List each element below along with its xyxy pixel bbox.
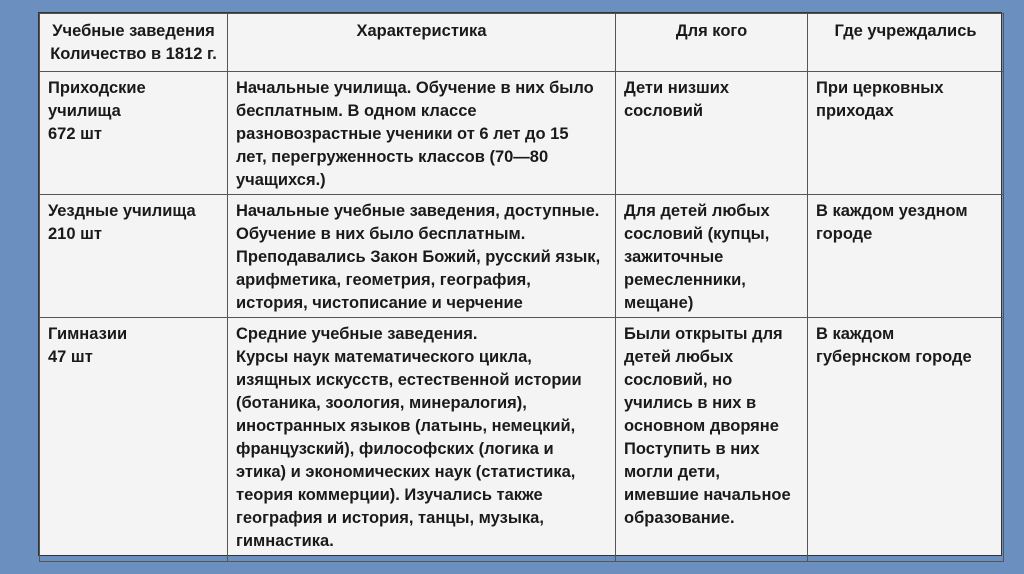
cell-where-established [808,72,1004,195]
cell-line: детей любых [624,348,734,366]
cell-line: этика) и экономических наук (статистика, [236,463,576,481]
cell-characteristic [228,195,616,318]
table-row [40,72,1004,195]
cell-line: Гимназии [48,325,128,343]
cell-line: зажиточные [624,248,724,266]
cell-line: изящных искусств, естественной истории [236,371,582,389]
cell-for-whom [616,318,808,562]
cell-line: (ботаника, зоология, минералогия), [236,394,527,412]
cell-institution [40,72,228,195]
cell-line: лет, перегруженность классов (70—80 [236,148,549,166]
cell-line: учащихся.) [236,171,326,189]
cell-line: география и история, танцы, музыка, [236,509,544,527]
cell-line: приходах [816,102,894,120]
cell-line: Обучение в них было бесплатным. [236,225,526,243]
header-line: Учебные заведения [52,22,215,40]
cell-line: 210 шт [48,225,102,243]
cell-line: Для детей любых [624,202,770,220]
cell-line: бесплатным. В одном классе [236,102,477,120]
cell-line: городе [816,225,873,243]
header-row [40,14,1004,72]
cell-line: В каждом [816,325,895,343]
cell-for-whom [616,195,808,318]
cell-characteristic [228,72,616,195]
cell-institution [40,318,228,562]
cell-where-established [808,195,1004,318]
cell-line: Начальные учебные заведения, доступные. [236,202,600,220]
header-line: Где учреждались [834,22,977,40]
cell-line: французский), философских (логика и [236,440,554,458]
schools-table [39,13,1004,562]
cell-line: Были открыты для [624,325,783,343]
cell-line: гимнастика. [236,532,334,550]
cell-line: Преподавались Закон Божий, русский язык, [236,248,601,266]
table-row [40,195,1004,318]
header-for-whom [616,14,808,72]
cell-line: могли дети, [624,463,720,481]
cell-line: Курсы наук математического цикла, [236,348,532,366]
cell-line: Приходские [48,79,146,97]
cell-line: история, чистописание и черчение [236,294,523,312]
cell-line: образование. [624,509,735,527]
cell-where-established [808,318,1004,562]
header-characteristic [228,14,616,72]
cell-line: разновозрастные ученики от 6 лет до 15 [236,125,569,143]
cell-line: теория коммерции). Изучались также [236,486,543,504]
cell-line: сословий, но [624,371,733,389]
cell-line: Начальные училища. Обучение в них было [236,79,594,97]
header-line: Количество в 1812 г. [50,45,217,63]
cell-line: иностранных языков (латынь, немецкий, [236,417,576,435]
cell-line: Уездные училища [48,202,196,220]
cell-line: основном дворяне [624,417,779,435]
slide-sheet [38,12,1002,556]
header-where-established [808,14,1004,72]
cell-line: сословий [624,102,703,120]
cell-characteristic [228,318,616,562]
cell-line: учились в них в [624,394,757,412]
cell-line: мещане) [624,294,694,312]
cell-line: 47 шт [48,348,93,366]
cell-line: 672 шт [48,125,102,143]
table-row [40,318,1004,562]
cell-line: имевшие начальное [624,486,791,504]
cell-institution [40,195,228,318]
cell-line: При церковных [816,79,944,97]
cell-for-whom [616,72,808,195]
cell-line: ремесленники, [624,271,746,289]
cell-line: Средние учебные заведения. [236,325,478,343]
cell-line: Дети низших [624,79,730,97]
header-institutions [40,14,228,72]
header-line: Характеристика [356,22,487,40]
header-line: Для кого [675,22,748,40]
cell-line: В каждом уездном [816,202,968,220]
cell-line: сословий (купцы, [624,225,770,243]
cell-line: Поступить в них [624,440,760,458]
cell-line: губернском городе [816,348,972,366]
cell-line: арифметика, геометрия, география, [236,271,531,289]
cell-line: училища [48,102,121,120]
